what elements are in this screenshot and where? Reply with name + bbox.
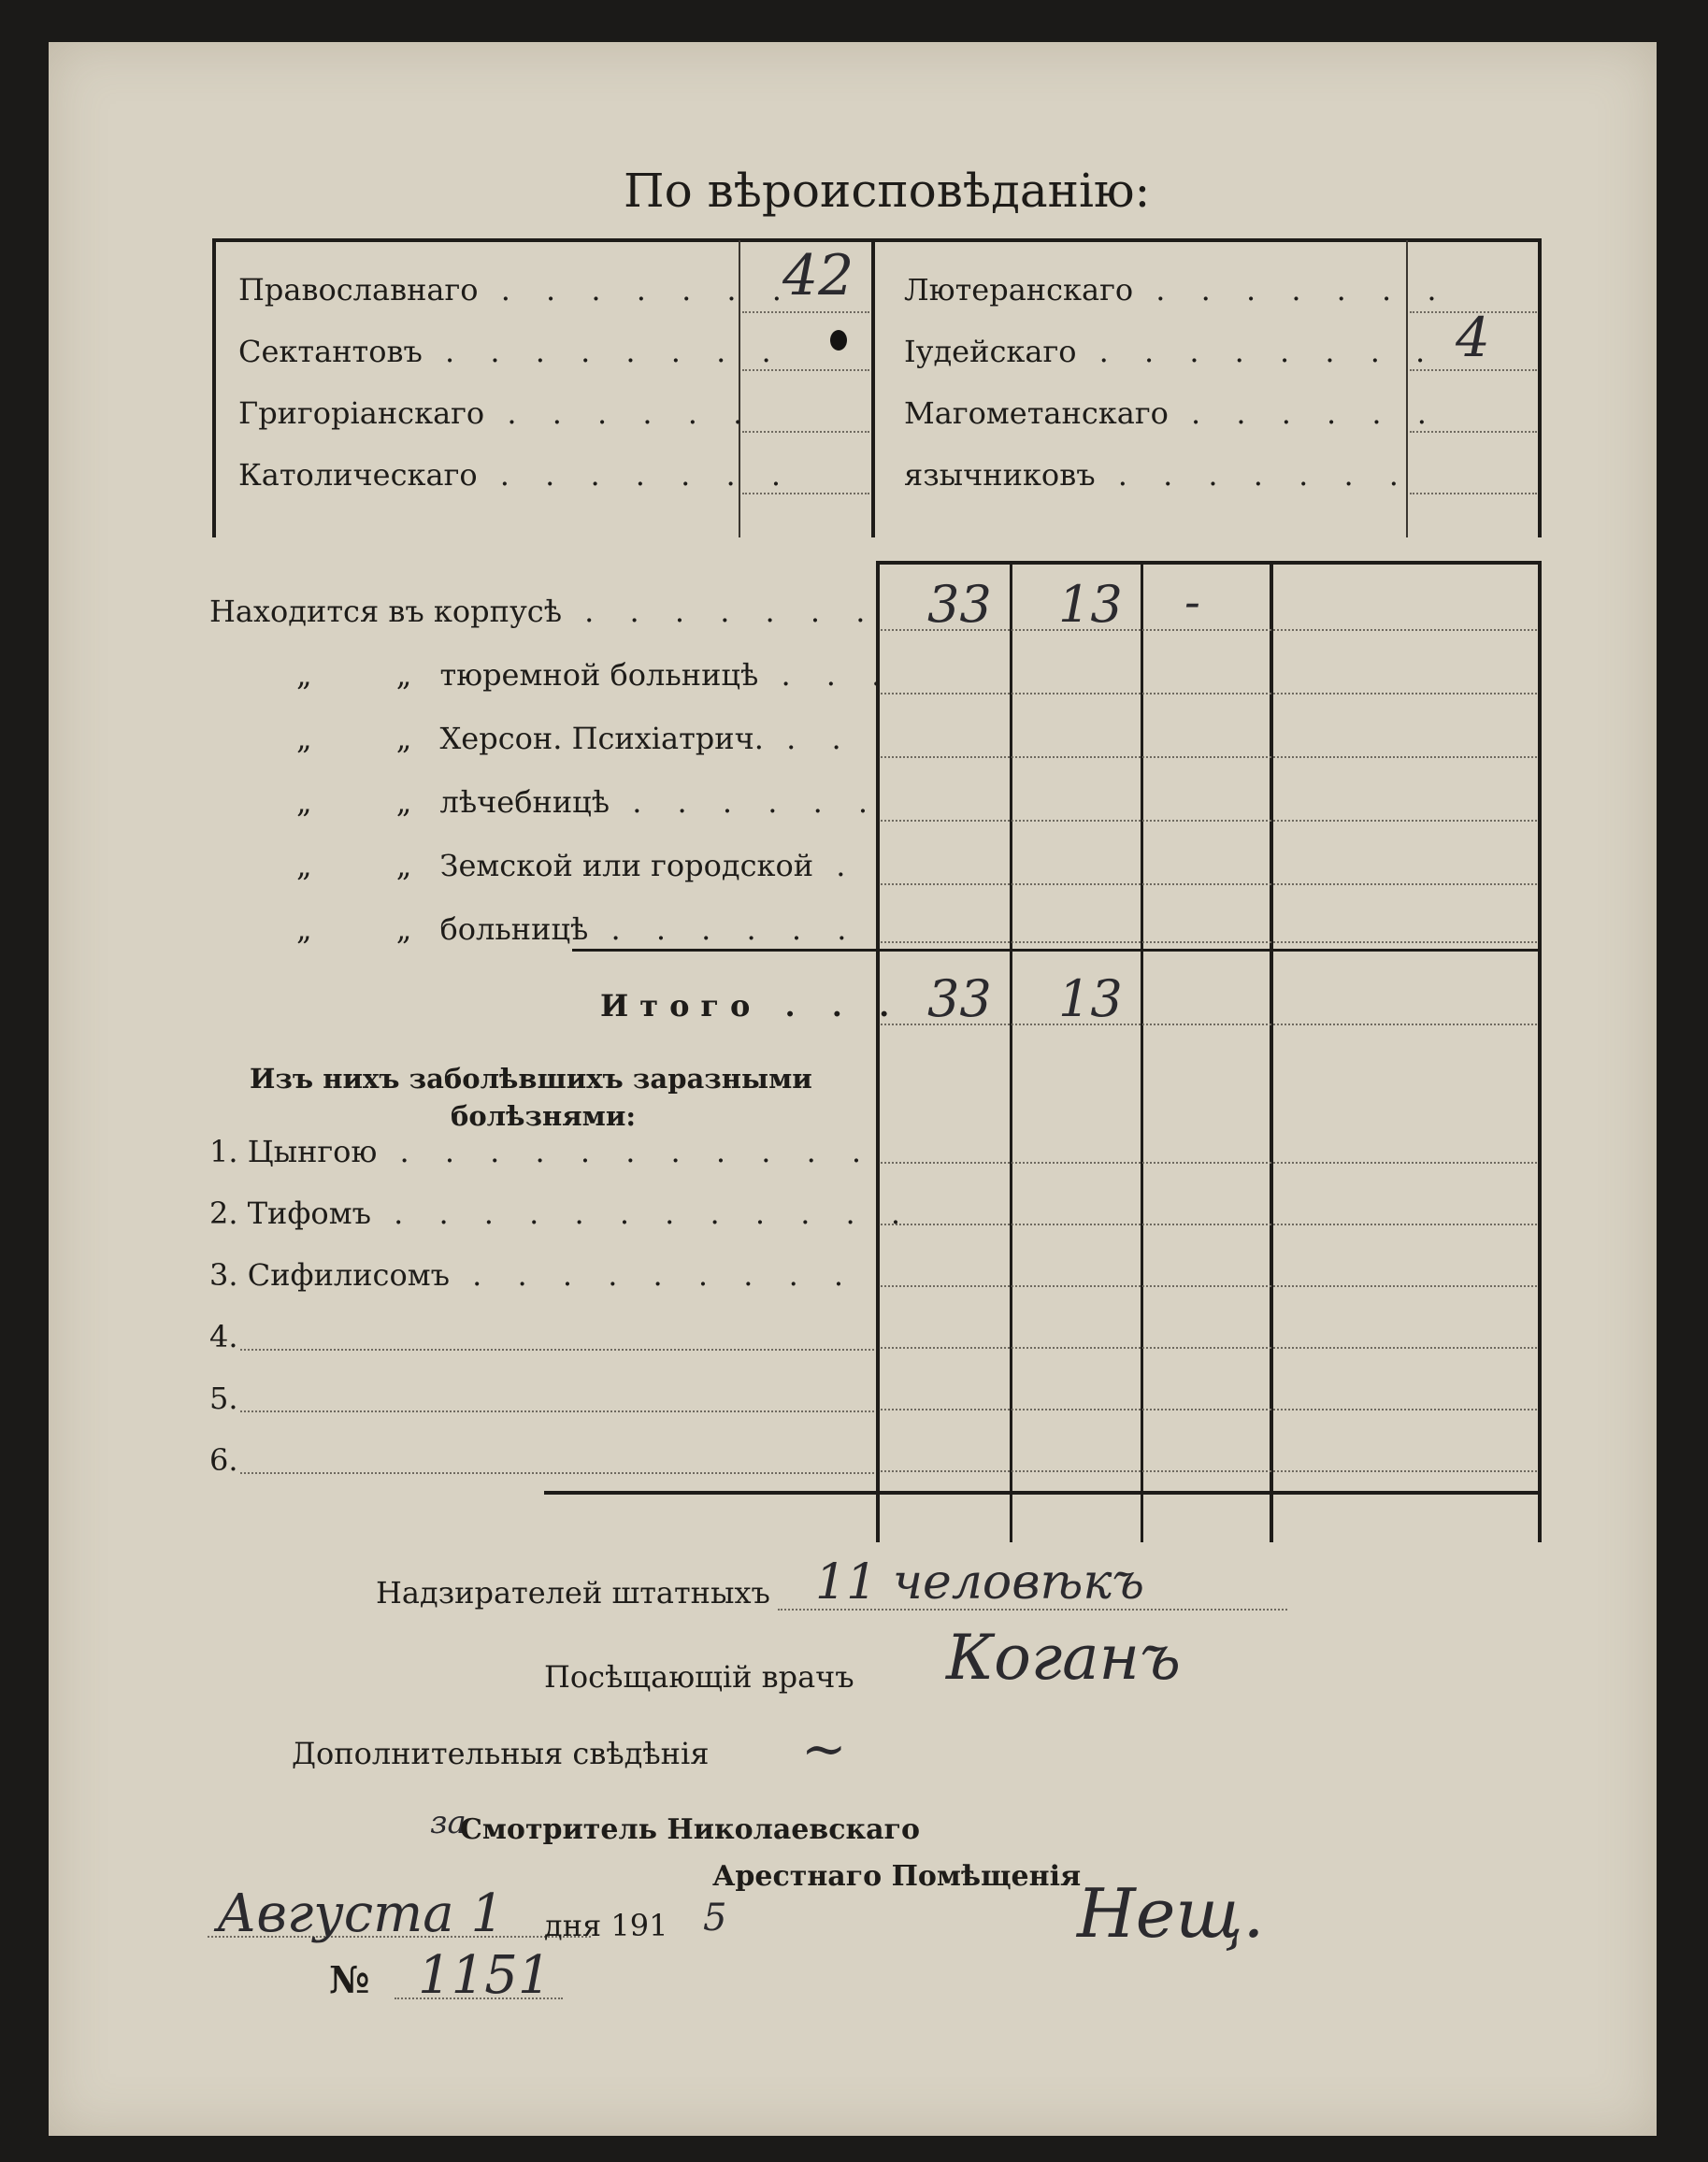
- total-col2: 13: [1058, 969, 1123, 1028]
- ditto-mark: „: [395, 657, 412, 693]
- page-title: По вѣроисповѣданію:: [624, 164, 1151, 218]
- grid-col-border: [1141, 561, 1143, 1542]
- disease-row: 2. Тифомъ . . . . . . . . . . . .: [209, 1196, 914, 1231]
- disease-label: Сифилисомъ: [247, 1257, 450, 1293]
- diseases-header-line1: Изъ нихъ заболѣвшихъ заразными: [250, 1063, 812, 1095]
- disease-number: 3.: [209, 1257, 238, 1293]
- location-label: лѣчебницѣ: [439, 784, 610, 820]
- religion-label: Католическаго: [238, 457, 478, 493]
- total-label: Итого: [600, 988, 762, 1024]
- doctor-label: Посѣщающій врачъ: [544, 1659, 854, 1695]
- grid-row-line: [881, 883, 1537, 885]
- ditto-mark: „: [395, 721, 412, 756]
- religion-left-row: Православнаго . . . . . . .: [238, 272, 795, 308]
- religion-left-row: Григоріанскаго . . . . . .: [238, 395, 756, 431]
- disease-row: [209, 1442, 238, 1478]
- corpus-count-col2: 13: [1058, 575, 1123, 634]
- grid-row-line: [881, 756, 1537, 758]
- ditto-mark: „: [395, 848, 412, 883]
- disease-number: 6.: [209, 1442, 238, 1478]
- religion-label: язычниковъ: [904, 457, 1096, 493]
- religion-label: Григоріанскаго: [238, 395, 485, 431]
- location-label: больницѣ: [439, 911, 589, 947]
- disease-row: [209, 1381, 238, 1416]
- location-label: Земской или городской: [439, 848, 814, 883]
- grid-row-line: [881, 1162, 1537, 1164]
- religion-left-value-line: [742, 311, 869, 313]
- location-label: тюремной больницѣ: [439, 657, 759, 693]
- religion-right-row: Магометанскаго . . . . . .: [904, 395, 1440, 431]
- number-value: 1151: [418, 1945, 552, 2006]
- ditto-mark: „: [296, 784, 312, 820]
- disease-label: Цынгою: [247, 1134, 378, 1169]
- religion-left-row: Католическаго . . . . . . .: [238, 457, 794, 493]
- location-subtotal-rule: [572, 949, 1542, 952]
- document-page: [49, 42, 1657, 2136]
- signature-prefix: за: [430, 1804, 466, 1841]
- extra-info-value: ~: [801, 1717, 847, 1781]
- religion-right-value-line: [1410, 431, 1537, 433]
- disease-row: [209, 1319, 238, 1354]
- grid-col-border: [1270, 561, 1273, 1542]
- corpus-count-col1: 33: [927, 575, 992, 634]
- grid-row-line: [881, 1224, 1537, 1225]
- grid-row-line: [881, 1470, 1537, 1472]
- religion-label: Православнаго: [238, 272, 479, 308]
- religion-right-value-line: [1410, 369, 1537, 371]
- total-row: Итого . . .: [600, 988, 903, 1024]
- grid-row-line: [881, 1285, 1537, 1287]
- grid-row-line: [881, 693, 1537, 694]
- religion-label: Лютеранскаго: [904, 272, 1134, 308]
- diseases-bottom-rule: [544, 1491, 1542, 1495]
- religion-label: Сектантовъ: [238, 334, 423, 369]
- date-written: Августа 1: [217, 1883, 505, 1944]
- grid-row-line: [881, 941, 1537, 943]
- religion-table-top-border: [212, 238, 1542, 242]
- corpus-count-col3: -: [1184, 575, 1200, 629]
- disease-number: 4.: [209, 1319, 238, 1354]
- ditto-mark: „: [395, 784, 412, 820]
- ink-spot: [830, 330, 847, 351]
- total-col1: 33: [927, 969, 992, 1028]
- location-row: Находится въ корпусѣ . . . . . . .: [209, 594, 879, 629]
- date-label: дня 191: [544, 1908, 668, 1943]
- religion-label: Магометанскаго: [904, 395, 1169, 431]
- diseases-header-line2: болѣзнями:: [451, 1100, 637, 1132]
- religion-left-value-line: [742, 493, 869, 494]
- religion-table-mid-border: [871, 238, 875, 537]
- religion-left-value-line: [742, 431, 869, 433]
- grid-row-line: [881, 820, 1537, 822]
- grid-top-border: [876, 561, 1542, 565]
- location-row: „ „ тюремной больницѣ . . .: [296, 657, 895, 693]
- disease-number: 2.: [209, 1196, 238, 1231]
- extra-info-label: Дополнительныя свѣдѣнія: [292, 1736, 710, 1771]
- blank-disease-line: [240, 1472, 874, 1474]
- year-suffix: 5: [703, 1897, 727, 1940]
- ditto-mark: „: [296, 848, 312, 883]
- location-row: „ „ лѣчебницѣ . . . . . .: [296, 784, 882, 820]
- doctor-value: Коганъ: [946, 1622, 1181, 1694]
- ditto-mark: „: [296, 721, 312, 756]
- ditto-mark: „: [395, 911, 412, 947]
- disease-number: 1.: [209, 1134, 238, 1169]
- religion-left-value-line: [742, 369, 869, 371]
- disease-number: 5.: [209, 1381, 238, 1416]
- grid-row-line: [881, 1409, 1537, 1410]
- signature-title-line2: Арестнаго Помѣщенія: [712, 1860, 1082, 1893]
- ditto-mark: „: [296, 657, 312, 693]
- jewish-count: 4: [1456, 306, 1490, 369]
- religion-right-row: Лютеранскаго . . . . . . .: [904, 272, 1450, 308]
- grid-col-border: [876, 561, 880, 1542]
- religion-right-row: язычниковъ . . . . . . .: [904, 457, 1412, 493]
- location-row: „ „ Херсон. Психіатрич. . .: [296, 721, 854, 756]
- location-label: Херсон. Психіатрич.: [439, 721, 764, 756]
- wardens-value: 11 человѣкъ: [815, 1554, 1145, 1611]
- location-row: „ „ Земской или городской .: [296, 848, 859, 883]
- grid-col-border: [1538, 561, 1542, 1542]
- religion-table-right-border: [1538, 238, 1542, 537]
- signature-name: Нещ.: [1077, 1874, 1265, 1953]
- location-label: Находится въ корпусѣ: [209, 594, 562, 629]
- blank-disease-line: [240, 1410, 874, 1412]
- grid-row-line: [881, 1347, 1537, 1349]
- signature-title-line1: Смотритель Николаевскаго: [460, 1813, 920, 1846]
- disease-label: Тифомъ: [247, 1196, 371, 1231]
- disease-row: 1. Цынгою . . . . . . . . . . .: [209, 1134, 875, 1169]
- orthodox-count: 42: [782, 243, 854, 308]
- religion-right-row: Іудейскаго . . . . . . . .: [904, 334, 1439, 369]
- disease-row: 3. Сифилисомъ . . . . . . . . .: [209, 1257, 857, 1293]
- blank-disease-line: [240, 1349, 874, 1351]
- religion-right-value-line: [1410, 493, 1537, 494]
- location-row: „ „ больницѣ . . . . . .: [296, 911, 860, 947]
- ditto-mark: „: [296, 911, 312, 947]
- grid-col-border: [1010, 561, 1012, 1542]
- religion-table-left-border: [212, 238, 216, 537]
- religion-left-row: Сектантовъ . . . . . . . .: [238, 334, 784, 369]
- wardens-label: Надзирателей штатныхъ: [376, 1575, 770, 1611]
- number-label: №: [329, 1958, 370, 2002]
- religion-label: Іудейскаго: [904, 334, 1077, 369]
